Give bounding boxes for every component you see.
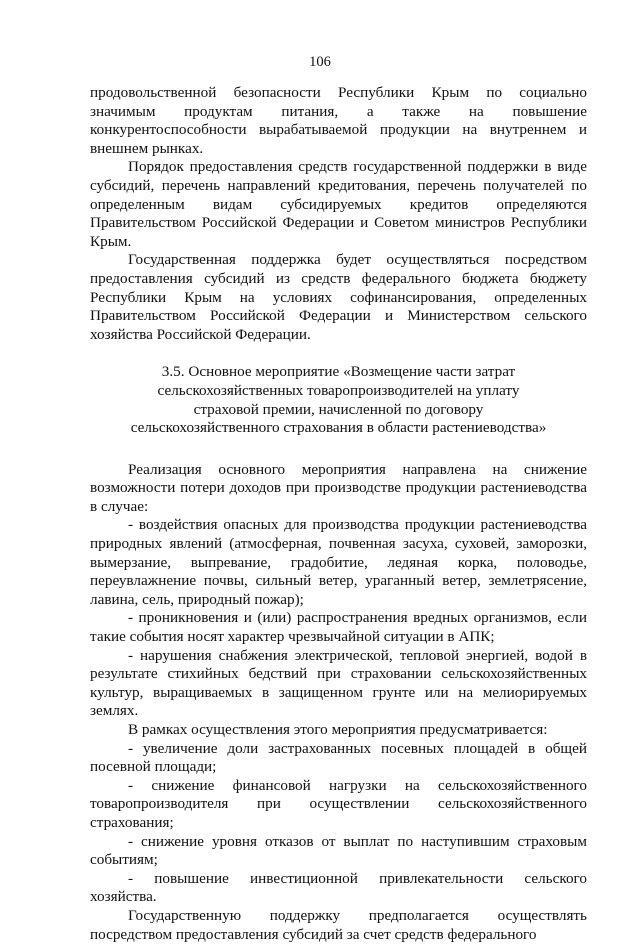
section-heading <box>90 363 587 437</box>
paragraph: - воздействия опасных для производства продукции растениеводства природных явлений (атмосферная, почвенная засуха, суховей, заморозки, вымерзание, выпревание, градобитие, ледяная корка, половодье, переувлажнение почвы, сильный ветер, ураганный ветер, землетрясение, лавина, сель, природный пожар); <box>90 516 587 608</box>
paragraphs-before-section <box>90 84 587 344</box>
paragraph: - нарушения снабжения электрической, тепловой энергией, водой в результате стихийных бедствий при страховании сельскохозяйственных культур, выращиваемых в защищенном грунте или на мелиорируемых землях. <box>90 646 587 720</box>
section-heading-line: сельскохозяйственных товаропроизводителей на уплату <box>157 381 520 399</box>
page-number: 106 <box>309 54 331 70</box>
paragraph: Государственную поддержку предполагается осуществлять посредством предоставления субсидий за счет средств федерального <box>90 906 587 943</box>
paragraph: Порядок предоставления средств государственной поддержки в виде субсидий, перечень направлений кредитования, перечень получателей по определенным видам субсидируемых кредитов определяются Правительством Российской Федерации и Советом министров Республики Крым. <box>90 158 587 250</box>
paragraph: продовольственной безопасности Республики Крым по социально значимым продуктам питания, а также на повышение конкурентоспособности вырабатываемой продукции на внутреннем и внешнем рынках. <box>90 84 587 157</box>
paragraph: - проникновения и (или) распространения вредных организмов, если такие события носят характер чрезвычайной ситуации в АПК; <box>90 609 587 646</box>
paragraph: - снижение уровня отказов от выплат по наступившим страховым событиям; <box>90 832 587 869</box>
paragraph: - снижение финансовой нагрузки на сельскохозяйственного товаропроизводителя при осуществлении сельскохозяйственного страхования; <box>90 776 587 831</box>
section-heading-line: страховой премии, начисленной по договору <box>193 400 484 418</box>
paragraph: Реализация основного мероприятия направлена на снижение возможности потери доходов при производстве продукции растениеводства в случае: <box>90 460 587 515</box>
paragraphs-after-section <box>90 461 587 944</box>
paragraph: - повышение инвестиционной привлекательности сельского хозяйства. <box>90 869 587 906</box>
page-content <box>90 84 587 944</box>
paragraph: Государственная поддержка будет осуществляться посредством предоставления субсидий из средств федерального бюджета бюджету Республики Крым на условиях софинансирования, определенных Правительством Российской Федерации и Министерством сельского хозяйства Российской Федерации. <box>90 251 587 343</box>
paragraph: - увеличение доли застрахованных посевных площадей в общей посевной площади; <box>90 739 587 776</box>
section-heading-line: 3.5. Основное мероприятие «Возмещение части затрат <box>161 363 516 381</box>
section-heading-line: сельскохозяйственного страхования в области растениеводства» <box>130 419 547 437</box>
paragraph: В рамках осуществления этого мероприятия предусматривается: <box>128 721 548 738</box>
